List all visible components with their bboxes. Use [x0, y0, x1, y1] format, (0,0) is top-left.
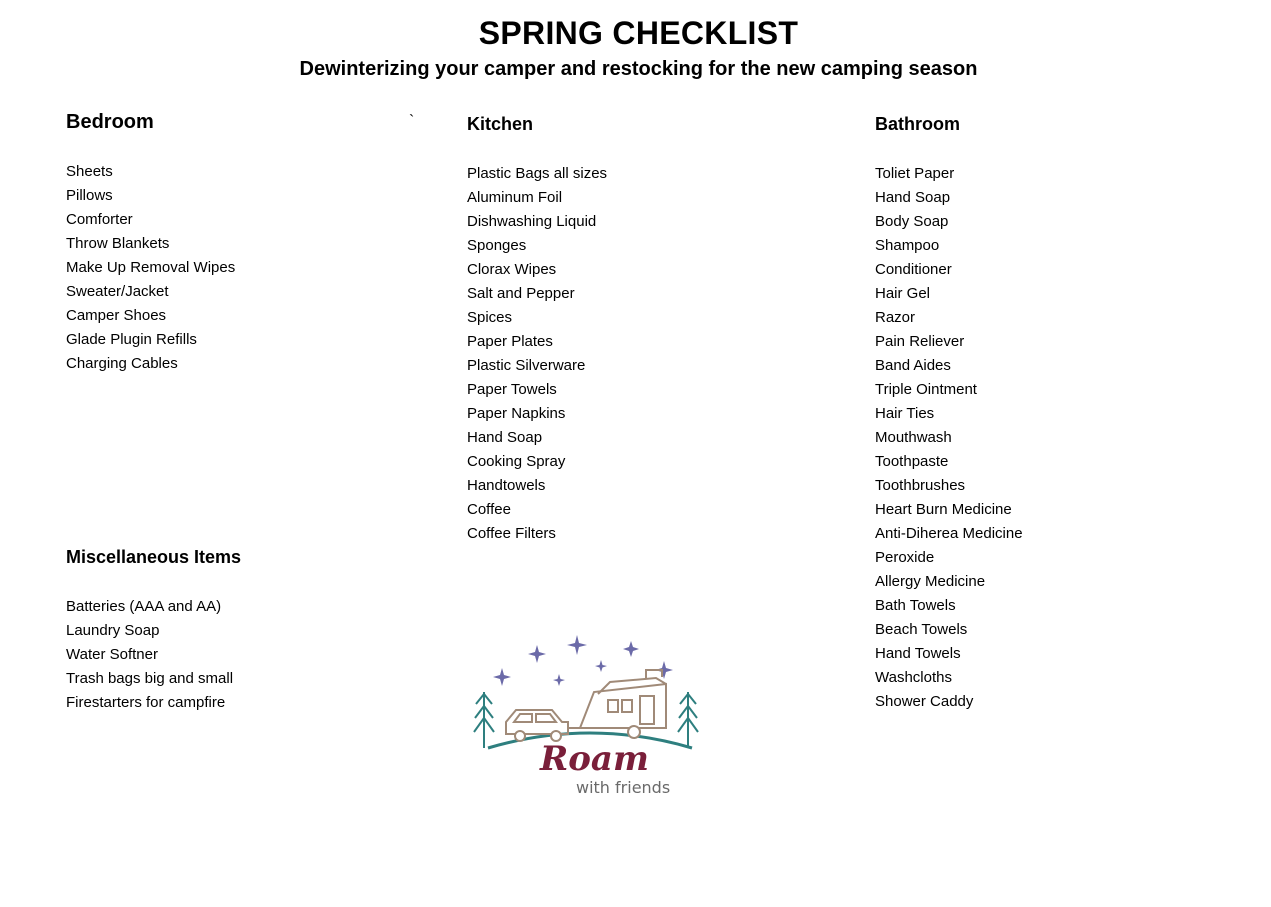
checklist-item: Toliet Paper	[875, 165, 955, 182]
checklist-item: Washcloths	[875, 669, 952, 686]
checklist-item: Clorax Wipes	[467, 261, 557, 278]
checklist-item: Pain Reliever	[875, 333, 965, 350]
section-heading-bathroom: Bathroom	[875, 114, 960, 134]
checklist-item: Hand Soap	[875, 189, 951, 206]
checklist-item: Hand Towels	[875, 645, 961, 662]
checklist-item: Trash bags big and small	[66, 670, 234, 687]
checklist-item: Glade Plugin Refills	[66, 331, 197, 348]
checklist-item: Hand Soap	[467, 429, 543, 446]
checklist-item: Body Soap	[875, 213, 949, 230]
checklist-item: Shampoo	[875, 237, 940, 254]
checklist-item: Firestarters for campfire	[66, 694, 226, 711]
camper-trailer-icon	[580, 670, 666, 738]
roam-with-friends-logo	[470, 630, 710, 810]
checklist-item: Anti-Diherea Medicine	[875, 525, 1023, 542]
page-subtitle: Dewinterizing your camper and restocking for the new camping season	[299, 58, 978, 80]
checklist-item: Paper Towels	[467, 381, 557, 398]
checklist-item: Hair Ties	[875, 405, 935, 422]
checklist-item: Cooking Spray	[467, 453, 566, 470]
checklist-item: Aluminum Foil	[467, 189, 563, 206]
checklist-item: Peroxide	[875, 549, 935, 566]
section-kitchen	[467, 112, 608, 542]
checklist-item: Sponges	[467, 237, 527, 254]
bedroom-list	[66, 160, 235, 376]
checklist-item: Laundry Soap	[66, 622, 160, 639]
checklist-item: Bath Towels	[875, 597, 956, 614]
checklist-item: Paper Plates	[467, 333, 553, 350]
checklist-item: Salt and Pepper	[467, 285, 575, 302]
checklist-item: Coffee Filters	[467, 525, 556, 542]
checklist-item: Plastic Silverware	[467, 357, 586, 374]
checklist-item: Toothbrushes	[875, 477, 966, 494]
checklist-item: Beach Towels	[875, 621, 968, 638]
checklist-item: Coffee	[467, 501, 511, 518]
section-heading-miscellaneous: Miscellaneous Items	[66, 547, 242, 567]
checklist-item: Heart Burn Medicine	[875, 501, 1012, 518]
checklist-item: Water Softner	[66, 646, 158, 663]
checklist-item: Toothpaste	[875, 453, 949, 470]
checklist-item: Pillows	[66, 187, 113, 204]
checklist-item: Throw Blankets	[66, 235, 170, 252]
section-bathroom	[875, 112, 1023, 710]
logo-brand-text: Roam	[540, 739, 649, 779]
checklist-item: Sheets	[66, 163, 113, 180]
bathroom-list	[875, 162, 1023, 714]
stray-mark: `	[409, 113, 415, 130]
section-miscellaneous	[66, 545, 242, 711]
checklist-item: Conditioner	[875, 261, 952, 278]
checklist-item: Make Up Removal Wipes	[66, 259, 236, 276]
page-title: SPRING CHECKLIST	[478, 15, 799, 51]
section-heading-kitchen: Kitchen	[467, 114, 534, 134]
checklist-item: Allergy Medicine	[875, 573, 986, 590]
checklist-item: Handtowels	[467, 477, 546, 494]
checklist-item: Triple Ointment	[875, 381, 977, 398]
checklist-item: Shower Caddy	[875, 693, 974, 710]
checklist-item: Band Aides	[875, 357, 951, 374]
checklist-item: Mouthwash	[875, 429, 952, 446]
checklist-item: Sweater/Jacket	[66, 283, 169, 300]
checklist-item: Spices	[467, 309, 513, 326]
section-bedroom	[66, 110, 236, 372]
checklist-item: Batteries (AAA and AA)	[66, 598, 222, 615]
logo-subtext: with friends	[576, 778, 671, 797]
checklist-item: Paper Napkins	[467, 405, 566, 422]
miscellaneous-list	[66, 595, 233, 715]
checklist-item: Dishwashing Liquid	[467, 213, 597, 230]
checklist-item: Hair Gel	[875, 285, 931, 302]
checklist-item: Plastic Bags all sizes	[467, 165, 608, 182]
checklist-item: Camper Shoes	[66, 307, 167, 324]
checklist-item: Charging Cables	[66, 355, 178, 372]
camping-scene-icon	[470, 630, 710, 750]
section-heading-bedroom: Bedroom	[66, 111, 154, 133]
checklist-item: Razor	[875, 309, 916, 326]
checklist-item: Comforter	[66, 211, 133, 228]
kitchen-list	[467, 162, 607, 546]
